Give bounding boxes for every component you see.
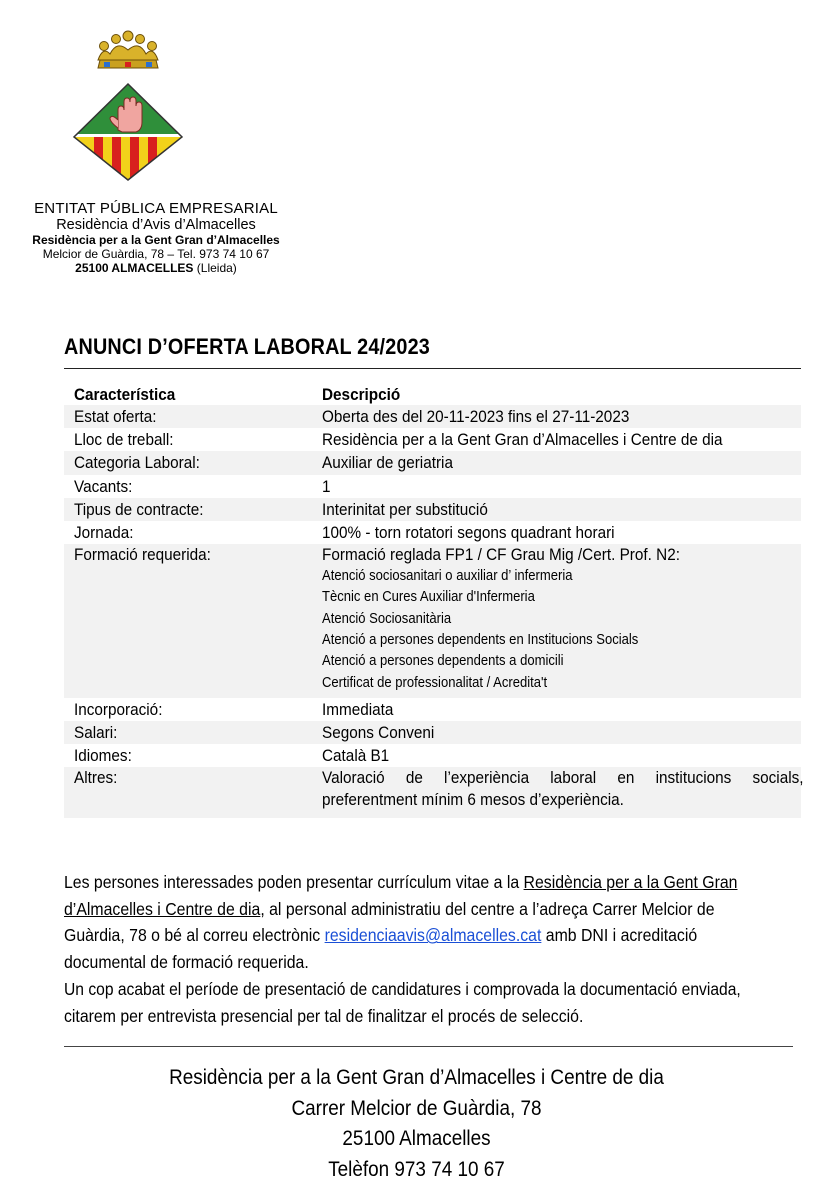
formacio-item: Atenció a persones dependents a domicili xyxy=(322,653,564,670)
row-label: Vacants: xyxy=(74,476,133,496)
title-divider xyxy=(64,368,801,369)
offer-table xyxy=(64,383,804,818)
row-value: Català B1 xyxy=(322,746,390,766)
province: (Lleida) xyxy=(196,260,237,275)
residence-link: d’Almacelles i Centre de dia xyxy=(64,898,261,919)
para-line: Les persones interessades poden presentar currículum vitae a la Residència per a la Gent Gran xyxy=(64,872,738,892)
row-label: Formació requerida: xyxy=(74,545,211,565)
footer-city: 25100 Almacelles xyxy=(342,1127,491,1150)
residence-name: Residència per a la Gent Gran d’Almacelles xyxy=(32,232,280,247)
row-value: 100% - torn rotatori segons quadrant horari xyxy=(322,522,615,542)
coat-of-arms-icon xyxy=(70,22,186,182)
formacio-item: Tècnic en Cures Auxiliar d'Infermeria xyxy=(322,589,535,606)
page-title: ANUNCI D’OFERTA LABORAL 24/2023 xyxy=(64,334,430,359)
table-header-row xyxy=(64,383,801,405)
application-instructions xyxy=(64,869,801,1029)
footer xyxy=(0,1063,833,1185)
table-row xyxy=(64,698,801,721)
row-value: Formació reglada FP1 / CF Grau Mig /Cert. Prof. N2: xyxy=(322,545,680,565)
column-header-feature: Característica xyxy=(74,385,176,404)
address-phone: Melcior de Guàrdia, 78 – Tel. 973 74 10 67 xyxy=(42,246,270,261)
row-label: Estat oferta: xyxy=(74,407,157,426)
entity-type: ENTITAT PÚBLICA EMPRESARIAL xyxy=(34,200,278,217)
row-value: Interinitat per substitució xyxy=(322,499,488,519)
row-label: Salari: xyxy=(74,723,118,743)
row-label: Tipus de contracte: xyxy=(74,499,204,519)
row-label: Altres: xyxy=(74,768,118,788)
para-line: citarem per entrevista presencial per tal de finalitzar el procés de selecció. xyxy=(64,1005,584,1026)
email-link[interactable]: residenciaavis@almacelles.cat xyxy=(324,925,542,946)
row-label: Lloc de treball: xyxy=(74,430,174,450)
footer-divider xyxy=(64,1046,793,1047)
shield-icon xyxy=(70,82,186,182)
row-label: Categoria Laboral: xyxy=(74,453,200,473)
para-line: Un cop acabat el període de presentació de candidatures i comprovada la documentació enviada, xyxy=(64,978,741,999)
table-row xyxy=(64,428,801,451)
footer-name: Residència per a la Gent Gran d’Almacelles i Centre de dia xyxy=(169,1066,664,1089)
row-value: Segons Conveni xyxy=(322,723,435,743)
postcode-city: 25100 ALMACELLES xyxy=(75,260,194,275)
entity-name: Residència d’Avis d’Almacelles xyxy=(56,217,256,234)
table-row xyxy=(64,521,801,544)
formacio-item: Atenció Sociosanitària xyxy=(322,610,452,627)
row-label: Idiomes: xyxy=(74,746,132,766)
table-row xyxy=(64,451,801,474)
residence-link: Residència per a la Gent Gran xyxy=(523,872,738,892)
formacio-item: Certificat de professionalitat / Acredita't xyxy=(322,674,548,691)
altres-line-1: Valoració de l’experiència laboral en institucions socials, xyxy=(322,768,804,788)
formacio-item: Atenció a persones dependents en Institucions Socials xyxy=(322,632,639,649)
table-row xyxy=(64,405,801,428)
crown-icon xyxy=(98,31,158,68)
row-label: Incorporació: xyxy=(74,699,163,719)
table-row xyxy=(64,475,801,498)
row-label: Jornada: xyxy=(74,522,134,542)
column-header-description: Descripció xyxy=(322,385,401,404)
para-line: Guàrdia, 78 o bé al correu electrònic residenciaavis@almacelles.cat amb DNI i acreditació xyxy=(64,925,698,946)
para-line: documental de formació requerida. xyxy=(64,952,309,973)
table-row xyxy=(64,721,801,744)
footer-phone: Telèfon 973 74 10 67 xyxy=(328,1157,505,1181)
table-row-formacio xyxy=(64,544,801,698)
altres-line-2: preferentment mínim 6 mesos d’experiència. xyxy=(322,790,624,810)
table-row-altres xyxy=(64,767,804,818)
entity-header xyxy=(0,200,312,275)
row-value: Auxiliar de geriatria xyxy=(322,453,453,473)
table-row xyxy=(64,744,801,767)
row-value: Immediata xyxy=(322,699,394,719)
table-row xyxy=(64,498,801,521)
row-value: Oberta des del 20-11-2023 fins el 27-11-2023 xyxy=(322,407,630,426)
row-value: Residència per a la Gent Gran d’Almacelles i Centre de dia xyxy=(322,430,723,450)
formacio-item: Atenció sociosanitari o auxiliar d’ infermeria xyxy=(322,568,573,585)
footer-street: Carrer Melcior de Guàrdia, 78 xyxy=(291,1096,542,1120)
postcode-city-line xyxy=(0,262,312,276)
row-value: 1 xyxy=(322,476,331,496)
para-line: d’Almacelles i Centre de dia, al personal administratiu del centre a l’adreça Carrer Melcior de xyxy=(64,898,715,919)
